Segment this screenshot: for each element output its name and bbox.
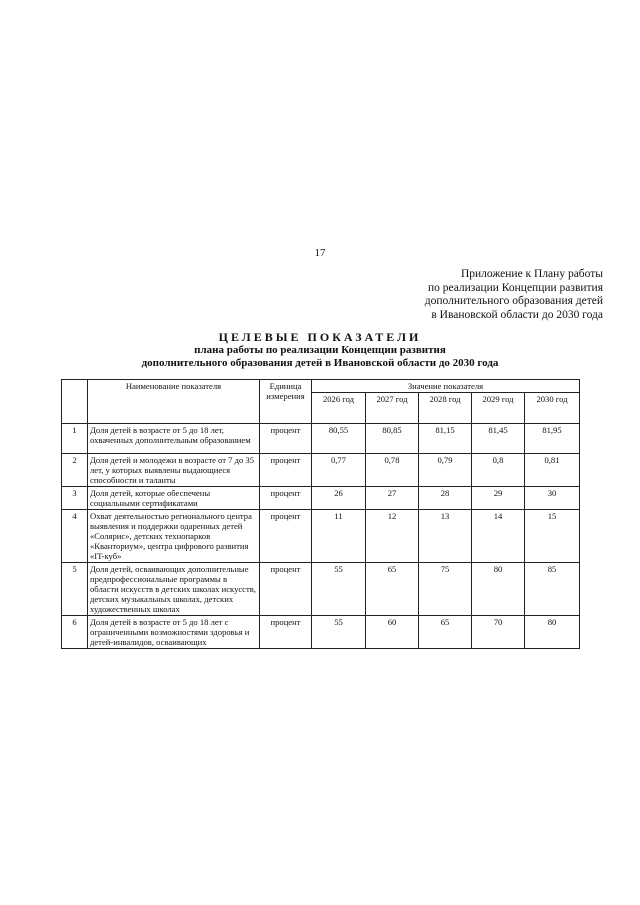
- value-cell: 55: [312, 563, 366, 616]
- header-year: 2026 год: [312, 393, 366, 424]
- value-cell: 81,45: [472, 424, 525, 454]
- appendix-note: [425, 268, 603, 322]
- value-cell: 0,79: [419, 454, 472, 487]
- appendix-line: по реализации Концепции развития: [427, 281, 603, 294]
- header-year: 2030 год: [525, 393, 580, 424]
- header-unit-line-2: измерения: [266, 391, 305, 401]
- indicator-name: Доля детей в возрасте от 5 до 18 лет, охваченных дополнительным образованием: [88, 424, 260, 454]
- value-cell: 0,78: [366, 454, 419, 487]
- value-cell: 12: [366, 510, 419, 563]
- row-number: 2: [62, 454, 88, 487]
- value-cell: 81,95: [525, 424, 580, 454]
- row-number: 6: [62, 616, 88, 649]
- value-cell: 65: [366, 563, 419, 616]
- document-title: [0, 330, 640, 370]
- appendix-line: в Ивановской области до 2030 года: [431, 308, 603, 321]
- header-unit: [260, 380, 312, 424]
- table-row: [62, 454, 580, 487]
- value-cell: 29: [472, 487, 525, 510]
- value-cell: 80: [472, 563, 525, 616]
- value-cell: 60: [366, 616, 419, 649]
- value-cell: 27: [366, 487, 419, 510]
- row-number: 5: [62, 563, 88, 616]
- value-cell: 0,8: [472, 454, 525, 487]
- table-row: [62, 487, 580, 510]
- title-line-3: дополнительного образования детей в Ивановской области до 2030 года: [141, 357, 499, 369]
- indicators-table: [61, 379, 580, 649]
- header-unit-line-1: Единица: [269, 381, 302, 391]
- value-cell: 55: [312, 616, 366, 649]
- indicator-unit: процент: [260, 510, 312, 563]
- header-year: 2029 год: [472, 393, 525, 424]
- indicator-name: Доля детей в возрасте от 5 до 18 лет с ограниченными возможностями здоровья и детей-инвалидов, осваивающих: [88, 616, 260, 649]
- indicator-unit: процент: [260, 454, 312, 487]
- value-cell: 30: [525, 487, 580, 510]
- appendix-line: дополнительного образования детей: [424, 295, 603, 307]
- page-number: 17: [314, 247, 326, 259]
- value-cell: 85: [525, 563, 580, 616]
- value-cell: 0,77: [312, 454, 366, 487]
- table-row: [62, 424, 580, 454]
- header-values-group: Значение показателя: [312, 380, 580, 393]
- row-number: 4: [62, 510, 88, 563]
- indicator-name: Доля детей, которые обеспечены социальными сертификатами: [88, 487, 260, 510]
- value-cell: 80: [525, 616, 580, 649]
- indicator-unit: процент: [260, 563, 312, 616]
- value-cell: 15: [525, 510, 580, 563]
- table-row: [62, 510, 580, 563]
- indicator-unit: процент: [260, 487, 312, 510]
- value-cell: 13: [419, 510, 472, 563]
- indicator-unit: процент: [260, 616, 312, 649]
- header-num-cell: [62, 380, 88, 424]
- value-cell: 14: [472, 510, 525, 563]
- indicator-name: Охват деятельностью регионального центра выявления и поддержки одаренных детей «Солярис», детских технопарков «Кванториум», центра цифрового развития «IT-куб»: [88, 510, 260, 563]
- value-cell: 80,55: [312, 424, 366, 454]
- value-cell: 65: [419, 616, 472, 649]
- title-line-2: плана работы по реализации Концепции развития: [194, 344, 446, 356]
- table-row: [62, 616, 580, 649]
- table-header-row: [62, 380, 580, 393]
- indicator-name: Доля детей, осваивающих дополнительные предпрофессиональные программы в области искусств в детских школах искусств, детских музыкальных школах, детских художественных школах: [88, 563, 260, 616]
- appendix-line: Приложение к Плану работы: [460, 268, 603, 280]
- value-cell: 11: [312, 510, 366, 563]
- header-name: Наименование показателя: [88, 380, 260, 424]
- value-cell: 80,85: [366, 424, 419, 454]
- value-cell: 0,81: [525, 454, 580, 487]
- header-year: 2027 год: [366, 393, 419, 424]
- value-cell: 70: [472, 616, 525, 649]
- table-row: [62, 563, 580, 616]
- value-cell: 26: [312, 487, 366, 510]
- row-number: 1: [62, 424, 88, 454]
- indicator-unit: процент: [260, 424, 312, 454]
- value-cell: 81,15: [419, 424, 472, 454]
- title-main: ЦЕЛЕВЫЕ ПОКАЗАТЕЛИ: [218, 330, 422, 344]
- row-number: 3: [62, 487, 88, 510]
- value-cell: 75: [419, 563, 472, 616]
- indicator-name: Доля детей и молодежи в возрасте от 7 до 35 лет, у которых выявлены выдающиеся способности и таланты: [88, 454, 260, 487]
- header-year: 2028 год: [419, 393, 472, 424]
- value-cell: 28: [419, 487, 472, 510]
